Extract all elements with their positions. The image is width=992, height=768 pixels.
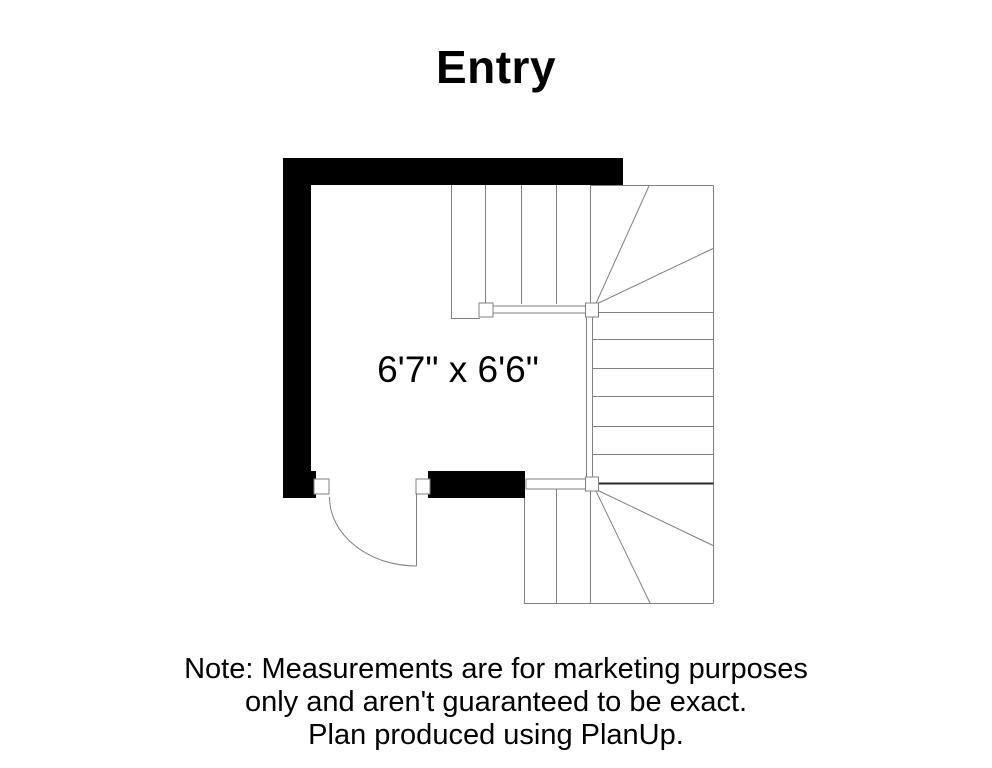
wall-left <box>283 158 311 498</box>
newel-post-icon <box>586 303 599 317</box>
newel-post-icon <box>586 477 599 491</box>
handrail-side-rail <box>587 316 593 478</box>
door-swing-arc <box>329 497 416 566</box>
handrail <box>479 303 599 491</box>
wall-bottom <box>428 471 525 498</box>
wall-bottom-left-stub <box>283 471 316 498</box>
handrail-top-rail <box>492 306 587 313</box>
disclaimer-note <box>0 653 992 752</box>
page-title: Entry <box>435 41 557 93</box>
stair-winder-line <box>595 489 650 603</box>
room-dimension-label: 6'7" x 6'6" <box>377 349 539 390</box>
door-jamb-left <box>314 479 329 494</box>
door <box>314 479 430 566</box>
stair-winder-line <box>596 249 714 305</box>
door-jamb-right <box>416 479 430 494</box>
stair-landing-edge <box>526 479 587 489</box>
staircase <box>452 185 714 604</box>
stair-winder-line <box>596 186 650 305</box>
wall-top <box>283 158 623 185</box>
newel-post-icon <box>479 303 493 317</box>
disclaimer-line-2: only and aren't guaranteed to be exact. <box>244 686 748 718</box>
disclaimer-line-1: Note: Measurements are for marketing purposes <box>184 653 808 685</box>
stair-winder-line <box>595 489 713 546</box>
stair-edge-upper-left <box>452 185 481 319</box>
walls <box>283 158 623 498</box>
disclaimer-line-3: Plan produced using PlanUp. <box>308 719 684 751</box>
